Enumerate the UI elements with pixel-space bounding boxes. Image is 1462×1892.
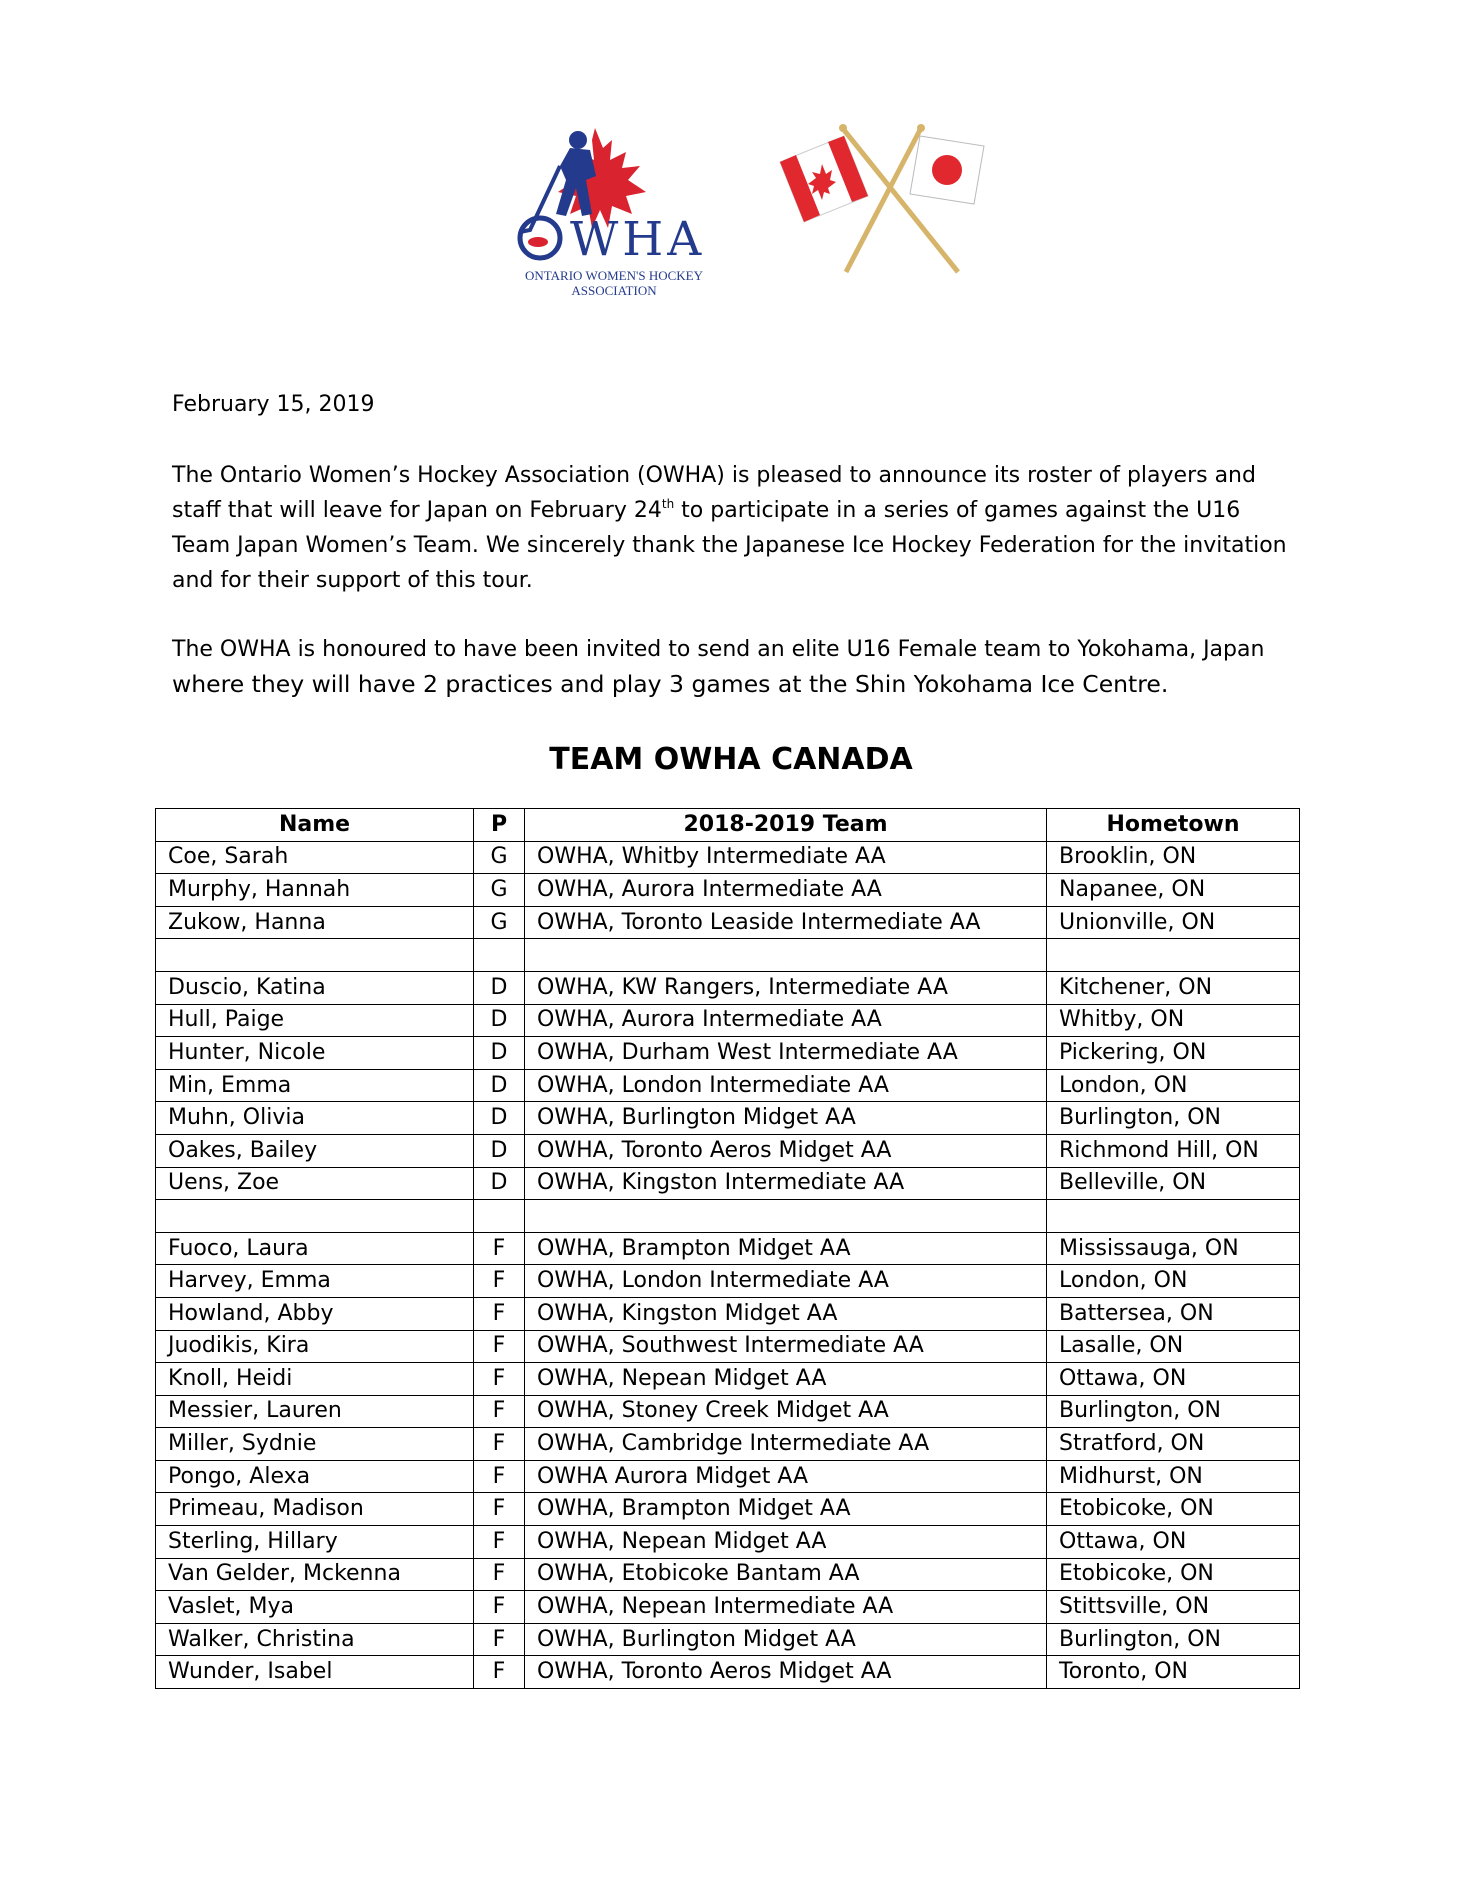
table-row bbox=[156, 1656, 1300, 1689]
player-team: OWHA, London Intermediate AA bbox=[525, 1265, 1047, 1298]
player-name: Coe, Sarah bbox=[156, 841, 474, 874]
table-row bbox=[156, 906, 1300, 939]
table-row bbox=[156, 1265, 1300, 1298]
player-name: Sterling, Hillary bbox=[156, 1526, 474, 1559]
player-team: OWHA, Brampton Midget AA bbox=[525, 1232, 1047, 1265]
player-hometown: Etobicoke, ON bbox=[1047, 1493, 1300, 1526]
date-ordinal-suffix: th bbox=[661, 497, 675, 511]
player-name: Howland, Abby bbox=[156, 1297, 474, 1330]
player-position: D bbox=[474, 1167, 525, 1200]
player-name: Miller, Sydnie bbox=[156, 1428, 474, 1461]
player-hometown: Etobicoke, ON bbox=[1047, 1558, 1300, 1591]
player-name: Murphy, Hannah bbox=[156, 874, 474, 907]
table-row bbox=[156, 1232, 1300, 1265]
player-team: OWHA, Brampton Midget AA bbox=[525, 1493, 1047, 1526]
invitation-line-2: where they will have 2 practices and play 3 games at the Shin Yokohama Ice Centre. bbox=[172, 670, 1169, 698]
player-hometown: Stittsville, ON bbox=[1047, 1591, 1300, 1624]
player-team: OWHA, London Intermediate AA bbox=[525, 1069, 1047, 1102]
table-row bbox=[156, 1004, 1300, 1037]
letter-date: February 15, 2019 bbox=[172, 392, 375, 417]
table-row bbox=[156, 1591, 1300, 1624]
player-name bbox=[156, 939, 474, 972]
player-position: F bbox=[474, 1265, 525, 1298]
intro-paragraph-text-start: The Ontario Women’s Hockey Association (OWHA) is pleased to announce its roster of players and staff that will leave for Japan on February 24 bbox=[172, 463, 1256, 523]
player-name: Knoll, Heidi bbox=[156, 1363, 474, 1396]
table-row bbox=[156, 1167, 1300, 1200]
invitation-paragraph bbox=[172, 632, 1292, 702]
player-position: F bbox=[474, 1330, 525, 1363]
player-hometown: Unionville, ON bbox=[1047, 906, 1300, 939]
header-team: 2018-2019 Team bbox=[525, 809, 1047, 842]
player-name: Wunder, Isabel bbox=[156, 1656, 474, 1689]
player-hometown: Burlington, ON bbox=[1047, 1102, 1300, 1135]
player-name: Uens, Zoe bbox=[156, 1167, 474, 1200]
player-hometown: Ottawa, ON bbox=[1047, 1363, 1300, 1396]
table-row bbox=[156, 1102, 1300, 1135]
player-name: Muhn, Olivia bbox=[156, 1102, 474, 1135]
intro-paragraph-text-end: to participate in a series of games against the U16 Team Japan Women’s Team. We sincerely thank the Japanese Ice Hockey Federation for the invitation and for their support of this tour. bbox=[172, 498, 1287, 593]
player-position: F bbox=[474, 1493, 525, 1526]
player-name: Oakes, Bailey bbox=[156, 1134, 474, 1167]
invitation-line-1: The OWHA is honoured to have been invited to send an elite U16 Female team to Yokohama, Japan bbox=[172, 637, 1265, 662]
roster-header-row bbox=[156, 809, 1300, 842]
player-hometown: Midhurst, ON bbox=[1047, 1460, 1300, 1493]
table-row bbox=[156, 1623, 1300, 1656]
table-row bbox=[156, 1134, 1300, 1167]
player-name: Fuoco, Laura bbox=[156, 1232, 474, 1265]
player-hometown: Napanee, ON bbox=[1047, 874, 1300, 907]
player-hometown: Mississauga, ON bbox=[1047, 1232, 1300, 1265]
player-team: OWHA, Nepean Midget AA bbox=[525, 1363, 1047, 1396]
player-hometown: Battersea, ON bbox=[1047, 1297, 1300, 1330]
player-hometown: Pickering, ON bbox=[1047, 1037, 1300, 1070]
table-row bbox=[156, 1493, 1300, 1526]
player-name: Duscio, Katina bbox=[156, 971, 474, 1004]
player-team: OWHA, Burlington Midget AA bbox=[525, 1623, 1047, 1656]
player-team: OWHA, Toronto Aeros Midget AA bbox=[525, 1134, 1047, 1167]
player-hometown: Whitby, ON bbox=[1047, 1004, 1300, 1037]
table-row bbox=[156, 1200, 1300, 1233]
header-hometown: Hometown bbox=[1047, 809, 1300, 842]
player-team: OWHA, Aurora Intermediate AA bbox=[525, 1004, 1047, 1037]
owha-org-name bbox=[514, 268, 714, 298]
player-team: OWHA, KW Rangers, Intermediate AA bbox=[525, 971, 1047, 1004]
player-position bbox=[474, 939, 525, 972]
table-row bbox=[156, 1526, 1300, 1559]
player-position: D bbox=[474, 1102, 525, 1135]
flag-pole-right-icon bbox=[846, 130, 920, 272]
player-hometown: Brooklin, ON bbox=[1047, 841, 1300, 874]
player-position: F bbox=[474, 1656, 525, 1689]
player-position: F bbox=[474, 1623, 525, 1656]
player-name: Pongo, Alexa bbox=[156, 1460, 474, 1493]
table-row bbox=[156, 1330, 1300, 1363]
player-position: F bbox=[474, 1297, 525, 1330]
table-row bbox=[156, 939, 1300, 972]
player-position: D bbox=[474, 1037, 525, 1070]
owha-logo bbox=[500, 118, 715, 308]
player-position: F bbox=[474, 1232, 525, 1265]
roster-table bbox=[155, 808, 1300, 1689]
player-position bbox=[474, 1200, 525, 1233]
player-team: OWHA, Stoney Creek Midget AA bbox=[525, 1395, 1047, 1428]
player-position: F bbox=[474, 1526, 525, 1559]
header-position: P bbox=[474, 809, 525, 842]
player-position: D bbox=[474, 971, 525, 1004]
canada-flag-icon bbox=[780, 136, 868, 222]
player-position: D bbox=[474, 1004, 525, 1037]
player-position: F bbox=[474, 1428, 525, 1461]
player-position: G bbox=[474, 874, 525, 907]
player-name: Walker, Christina bbox=[156, 1623, 474, 1656]
player-position: F bbox=[474, 1558, 525, 1591]
player-hometown: Toronto, ON bbox=[1047, 1656, 1300, 1689]
owha-wordmark: WHA bbox=[570, 212, 706, 267]
player-team bbox=[525, 1200, 1047, 1233]
player-hometown: Kitchener, ON bbox=[1047, 971, 1300, 1004]
table-row bbox=[156, 1069, 1300, 1102]
player-team: OWHA, Toronto Leaside Intermediate AA bbox=[525, 906, 1047, 939]
table-row bbox=[156, 1037, 1300, 1070]
player-hometown: Lasalle, ON bbox=[1047, 1330, 1300, 1363]
table-row bbox=[156, 1395, 1300, 1428]
player-team: OWHA Aurora Midget AA bbox=[525, 1460, 1047, 1493]
player-team: OWHA, Durham West Intermediate AA bbox=[525, 1037, 1047, 1070]
player-team: OWHA, Nepean Midget AA bbox=[525, 1526, 1047, 1559]
player-position: G bbox=[474, 906, 525, 939]
player-team: OWHA, Nepean Intermediate AA bbox=[525, 1591, 1047, 1624]
japan-flag-icon bbox=[910, 136, 984, 204]
player-name: Juodikis, Kira bbox=[156, 1330, 474, 1363]
player-name: Vaslet, Mya bbox=[156, 1591, 474, 1624]
table-row bbox=[156, 1297, 1300, 1330]
player-team: OWHA, Etobicoke Bantam AA bbox=[525, 1558, 1047, 1591]
player-hometown: Belleville, ON bbox=[1047, 1167, 1300, 1200]
owha-org-line2: ASSOCIATION bbox=[571, 283, 657, 298]
player-name bbox=[156, 1200, 474, 1233]
owha-org-line1: ONTARIO WOMEN'S HOCKEY bbox=[524, 268, 703, 283]
player-team: OWHA, Southwest Intermediate AA bbox=[525, 1330, 1047, 1363]
header-name: Name bbox=[156, 809, 474, 842]
player-hometown bbox=[1047, 939, 1300, 972]
player-team: OWHA, Cambridge Intermediate AA bbox=[525, 1428, 1047, 1461]
player-team: OWHA, Burlington Midget AA bbox=[525, 1102, 1047, 1135]
player-position: D bbox=[474, 1134, 525, 1167]
player-hometown: Burlington, ON bbox=[1047, 1623, 1300, 1656]
player-hometown: Richmond Hill, ON bbox=[1047, 1134, 1300, 1167]
table-row bbox=[156, 1558, 1300, 1591]
roster-title: TEAM OWHA CANADA bbox=[549, 742, 913, 777]
player-team: OWHA, Whitby Intermediate AA bbox=[525, 841, 1047, 874]
player-name: Messier, Lauren bbox=[156, 1395, 474, 1428]
player-name: Zukow, Hanna bbox=[156, 906, 474, 939]
player-team: OWHA, Kingston Intermediate AA bbox=[525, 1167, 1047, 1200]
player-hometown: London, ON bbox=[1047, 1265, 1300, 1298]
table-row bbox=[156, 1460, 1300, 1493]
player-team: OWHA, Aurora Intermediate AA bbox=[525, 874, 1047, 907]
roster-body bbox=[156, 841, 1300, 1688]
player-position: F bbox=[474, 1395, 525, 1428]
player-team: OWHA, Kingston Midget AA bbox=[525, 1297, 1047, 1330]
player-hometown: Burlington, ON bbox=[1047, 1395, 1300, 1428]
player-name: Hunter, Nicole bbox=[156, 1037, 474, 1070]
player-team: OWHA, Toronto Aeros Midget AA bbox=[525, 1656, 1047, 1689]
intro-paragraph bbox=[172, 458, 1292, 598]
player-name: Hull, Paige bbox=[156, 1004, 474, 1037]
player-position: F bbox=[474, 1591, 525, 1624]
player-hometown bbox=[1047, 1200, 1300, 1233]
player-name: Harvey, Emma bbox=[156, 1265, 474, 1298]
player-hometown: Ottawa, ON bbox=[1047, 1526, 1300, 1559]
player-hometown: London, ON bbox=[1047, 1069, 1300, 1102]
player-name: Min, Emma bbox=[156, 1069, 474, 1102]
player-name: Van Gelder, Mckenna bbox=[156, 1558, 474, 1591]
table-row bbox=[156, 874, 1300, 907]
player-position: F bbox=[474, 1460, 525, 1493]
player-position: F bbox=[474, 1363, 525, 1396]
player-team bbox=[525, 939, 1047, 972]
table-row bbox=[156, 841, 1300, 874]
crossed-flags-image bbox=[770, 112, 996, 284]
player-position: D bbox=[474, 1069, 525, 1102]
player-position: G bbox=[474, 841, 525, 874]
player-hometown: Stratford, ON bbox=[1047, 1428, 1300, 1461]
table-row bbox=[156, 1428, 1300, 1461]
table-row bbox=[156, 971, 1300, 1004]
table-row bbox=[156, 1363, 1300, 1396]
player-name: Primeau, Madison bbox=[156, 1493, 474, 1526]
